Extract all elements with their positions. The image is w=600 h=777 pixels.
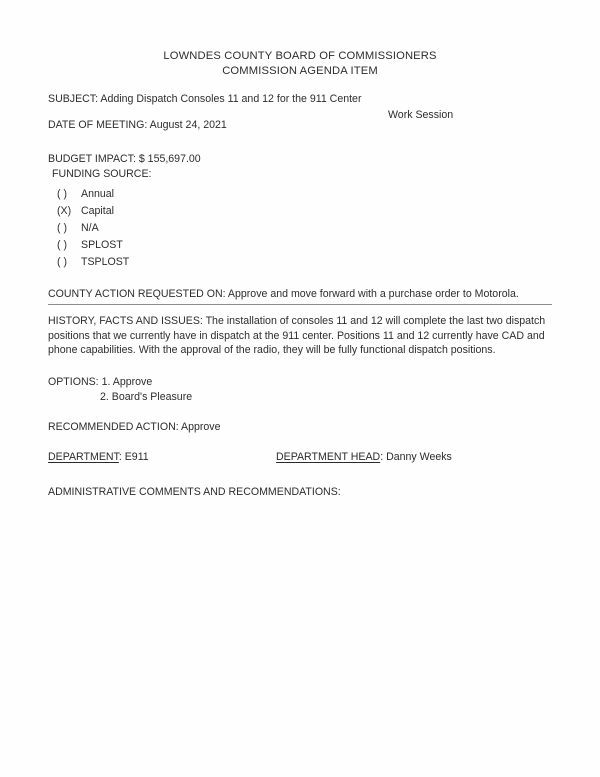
history-block [48, 314, 548, 358]
funding-checkbox-splost[interactable]: ( ) [57, 239, 67, 251]
date-of-meeting-line: DATE OF MEETING: August 24, 2021 [48, 119, 227, 131]
department-label: DEPARTMENT [48, 450, 119, 463]
meeting-type-label: Work Session [388, 109, 454, 121]
funding-checkbox-tsplost[interactable]: ( ) [57, 256, 67, 268]
department-head-label: DEPARTMENT HEAD [276, 450, 381, 463]
options-line-1: OPTIONS: 1. Approve [48, 375, 153, 388]
funding-option-label-tsplost: TSPLOST [81, 256, 130, 268]
page-title-line-1: LOWNDES COUNTY BOARD OF COMMISSIONERS [163, 50, 437, 62]
funding-checkbox-annual[interactable]: ( ) [57, 188, 67, 200]
department-row [48, 451, 554, 466]
administrative-comments-label: ADMINISTRATIVE COMMENTS AND RECOMMENDATIONS: [48, 485, 341, 498]
department-head-value: : Danny Weeks [380, 450, 452, 463]
funding-option-na[interactable] [48, 220, 554, 237]
funding-option-label-annual: Annual [81, 188, 114, 200]
funding-source-options [48, 186, 554, 271]
options-line-2: 2. Board's Pleasure [100, 390, 193, 403]
funding-option-capital[interactable] [48, 203, 554, 220]
department-field [48, 451, 149, 463]
funding-option-annual[interactable] [48, 186, 554, 203]
funding-source-label: FUNDING SOURCE: [52, 168, 152, 180]
funding-checkbox-na[interactable]: ( ) [57, 222, 67, 234]
funding-option-splost[interactable] [48, 237, 554, 254]
county-action-line: COUNTY ACTION REQUESTED ON: Approve and move forward with a purchase order to Motorola. [48, 288, 519, 300]
funding-option-label-splost: SPLOST [81, 239, 123, 251]
county-action-block [48, 287, 552, 305]
meeting-row [48, 109, 554, 132]
department-head-field [276, 451, 452, 463]
document-header [0, 49, 600, 79]
funding-checkbox-capital[interactable]: (X) [57, 205, 72, 217]
funding-option-label-capital: Capital [81, 205, 114, 217]
department-value: : E911 [118, 450, 149, 463]
funding-option-tsplost[interactable] [48, 254, 554, 271]
document-body [48, 92, 554, 499]
funding-option-label-na: N/A [81, 222, 99, 234]
options-block [48, 375, 554, 404]
budget-impact-line: BUDGET IMPACT: $ 155,697.00 [48, 153, 201, 165]
subject-line: SUBJECT: Adding Dispatch Consoles 11 and 12 for the 911 Center [48, 93, 362, 105]
recommended-action-line: RECOMMENDED ACTION: Approve [48, 420, 221, 433]
page-title-line-2: COMMISSION AGENDA ITEM [222, 65, 378, 77]
history-paragraph: HISTORY, FACTS AND ISSUES: The installation of consoles 11 and 12 will complete the last two dispatch positions that we currently have in dispatch at the 911 center. Positions 11 and 12 currently have CAD and phone capabilities. With the approval of the radio, they will be fully functional dispatch positions. [48, 315, 546, 357]
